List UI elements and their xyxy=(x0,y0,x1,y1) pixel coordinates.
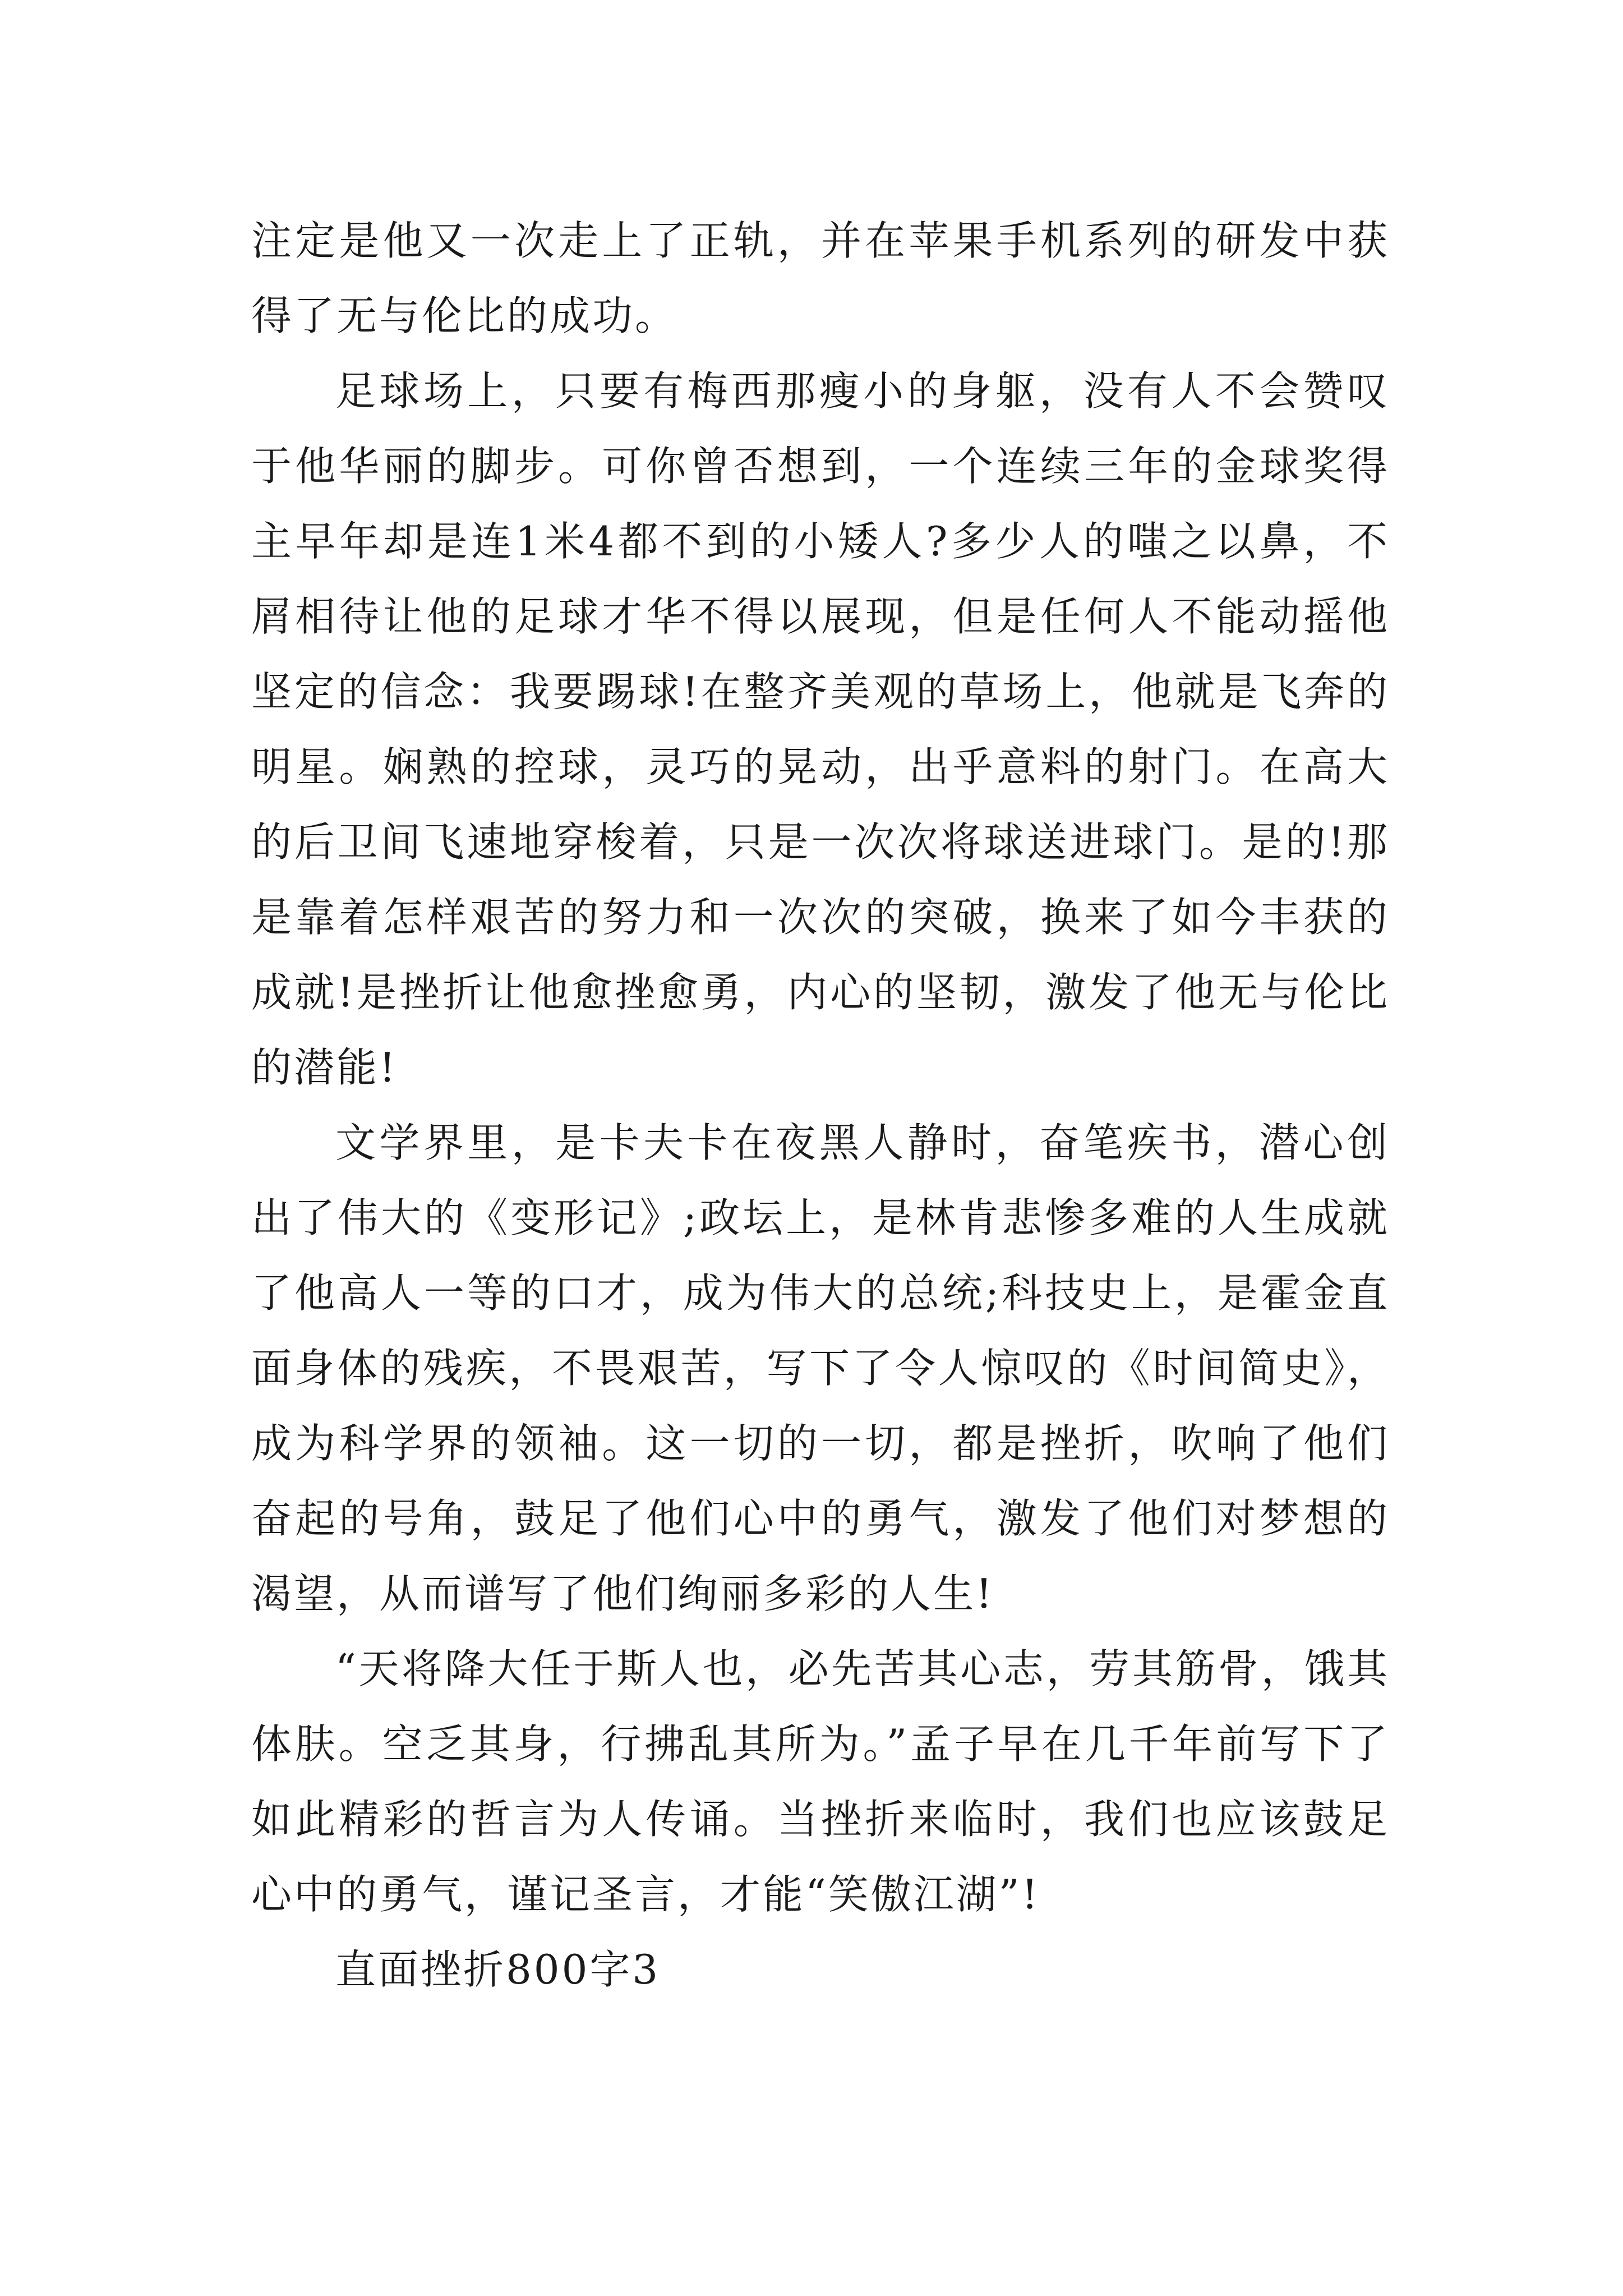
paragraph-messi: 足球场上，只要有梅西那瘦小的身躯，没有人不会赞叹于他华丽的脚步。可你曾否想到，一个连续三年的金球奖得主早年却是连1米4都不到的小矮人?多少人的嗤之以鼻，不屑相待让他的足球才华不得以展现，但是任何人不能动摇他坚定的信念：我要踢球!在整齐美观的草场上，他就是飞奔的明星。娴熟的控球，灵巧的晃动，出乎意料的射门。在高大的后卫间飞速地穿梭着，只是一次次将球送进球门。是的!那是靠着怎样艰苦的努力和一次次的突破，换来了如今丰获的成就!是挫折让他愈挫愈勇，内心的坚韧，激发了他无与伦比的潜能! xyxy=(251,367,1390,1091)
paragraph-continuation: 注定是他又一次走上了正轨，并在苹果手机系列的研发中获得了无与伦比的成功。 xyxy=(251,217,1390,339)
section-heading: 直面挫折800字3 xyxy=(335,1946,661,1993)
document-body xyxy=(251,203,1390,2007)
paragraph-mencius-quote: “天将降大任于斯人也，必先苦其心志，劳其筋骨，饿其体肤。空乏其身，行拂乱其所为。”孟子早在几千年前写下了如此精彩的哲言为人传诵。当挫折来临时，我们也应该鼓足心中的勇气，谨记圣言，才能“笑傲江湖”! xyxy=(251,1645,1390,1918)
paragraph-examples: 文学界里，是卡夫卡在夜黑人静时，奋笔疾书，潜心创出了伟大的《变形记》;政坛上，是林肯悲惨多难的人生成就了他高人一等的口才，成为伟大的总统;科技史上，是霍金直面身体的残疾，不畏艰苦，写下了令人惊叹的《时间简史》，成为科学界的领袖。这一切的一切，都是挫折，吹响了他们奋起的号角，鼓足了他们心中的勇气，激发了他们对梦想的渴望，从而谱写了他们绚丽多彩的人生! xyxy=(251,1119,1390,1617)
